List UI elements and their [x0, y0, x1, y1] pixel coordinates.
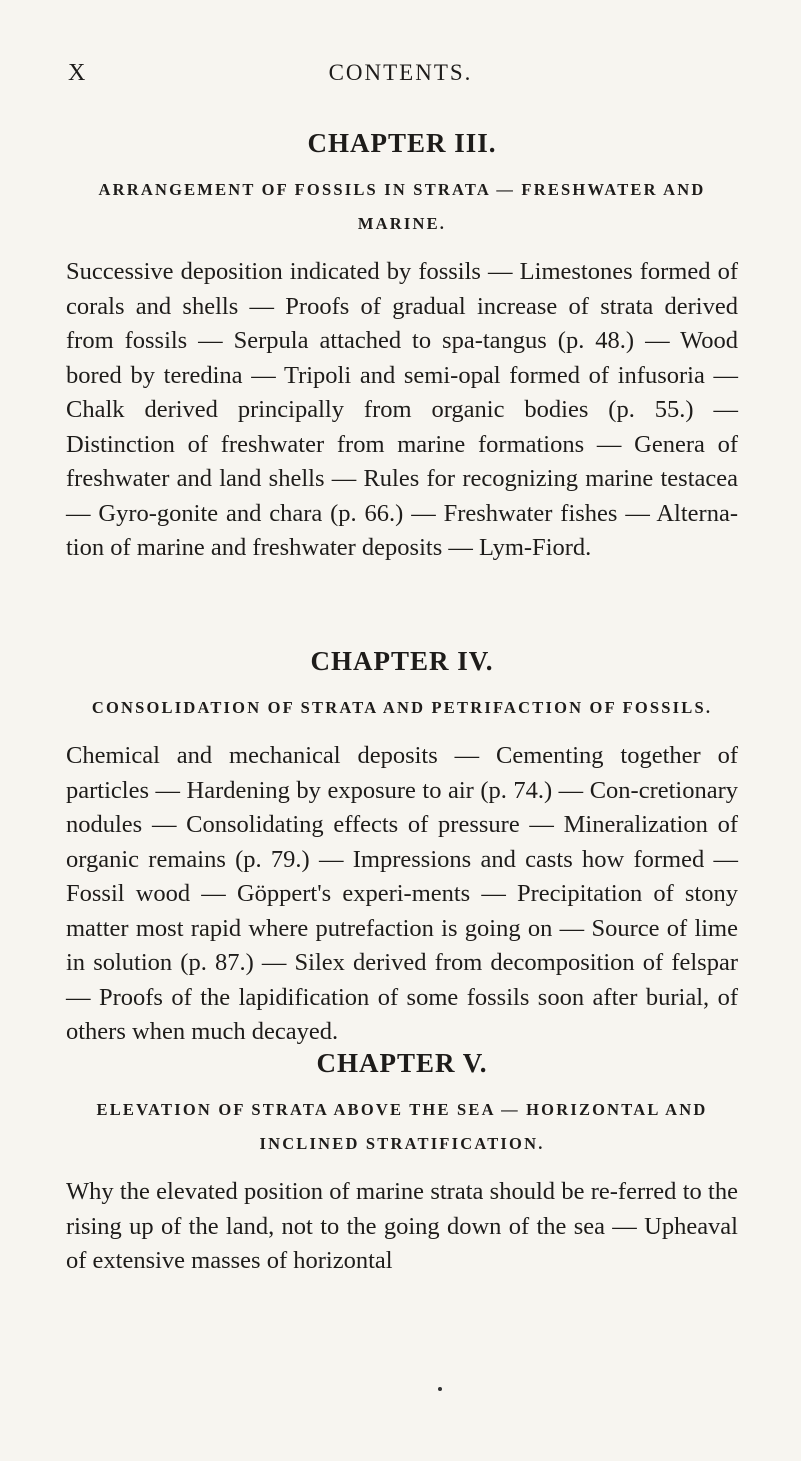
chapter-subtitle: CONSOLIDATION OF STRATA AND PETRIFACTION OF FOSSILS. — [91, 698, 713, 717]
chapter-v — [66, 1047, 738, 1279]
running-title: CONTENTS. — [328, 60, 473, 85]
chapter-summary: Successive deposition indicated by fossils — Limestones formed of corals and shells — Proofs of gradual increase of strata derived from fossils — Serpula attached to spa-tangus (p. 48.) — Wood bored by teredina — Tripoli and semi-opal formed of infusoria — Chalk derived principally from organic bodies (p. 55.) — Distinction of freshwater from marine formations — Genera of freshwater and land shells — Rules for recognizing marine testacea — Gyro-gonite and chara (p. 66.) — Freshwater fishes — Alterna-tion of marine and freshwater deposits — Lym-Fiord. — [66, 258, 738, 561]
chapter-title: CHAPTER IV. — [310, 646, 494, 676]
page-number: X — [68, 60, 87, 86]
chapter-title: CHAPTER III. — [307, 128, 497, 158]
chapter-summary: Chemical and mechanical deposits — Cementing together of particles — Hardening by exposure to air (p. 74.) — Con-cretionary nodules — Consolidating effects of pressure — Mineralization of organic remains (p. 79.) — Impressions and casts how formed — Fossil wood — Göppert's experi-ments — Precipitation of stony matter most rapid where putrefaction is going on — Source of lime in solution (p. 87.) — Silex derived from decomposition of felspar — Proofs of the lapidification of some fossils soon after burial, of others when much decayed. — [66, 742, 738, 1045]
chapter-subtitle: ELEVATION OF STRATA ABOVE THE SEA — HORIZONTAL AND INCLINED STRATIFICATION. — [96, 1100, 708, 1153]
chapter-subtitle: ARRANGEMENT OF FOSSILS IN STRATA — FRESHWATER AND MARINE. — [98, 180, 706, 233]
chapter-summary: Why the elevated position of marine strata should be re-ferred to the rising up of the land, not to the going down of the sea — Upheaval of extensive masses of horizontal — [66, 1178, 738, 1274]
chapter-title: CHAPTER V. — [316, 1048, 488, 1078]
running-head — [0, 60, 801, 90]
chapter-iii — [66, 127, 738, 566]
ink-speck — [438, 1387, 442, 1391]
chapter-iv — [66, 645, 738, 1050]
